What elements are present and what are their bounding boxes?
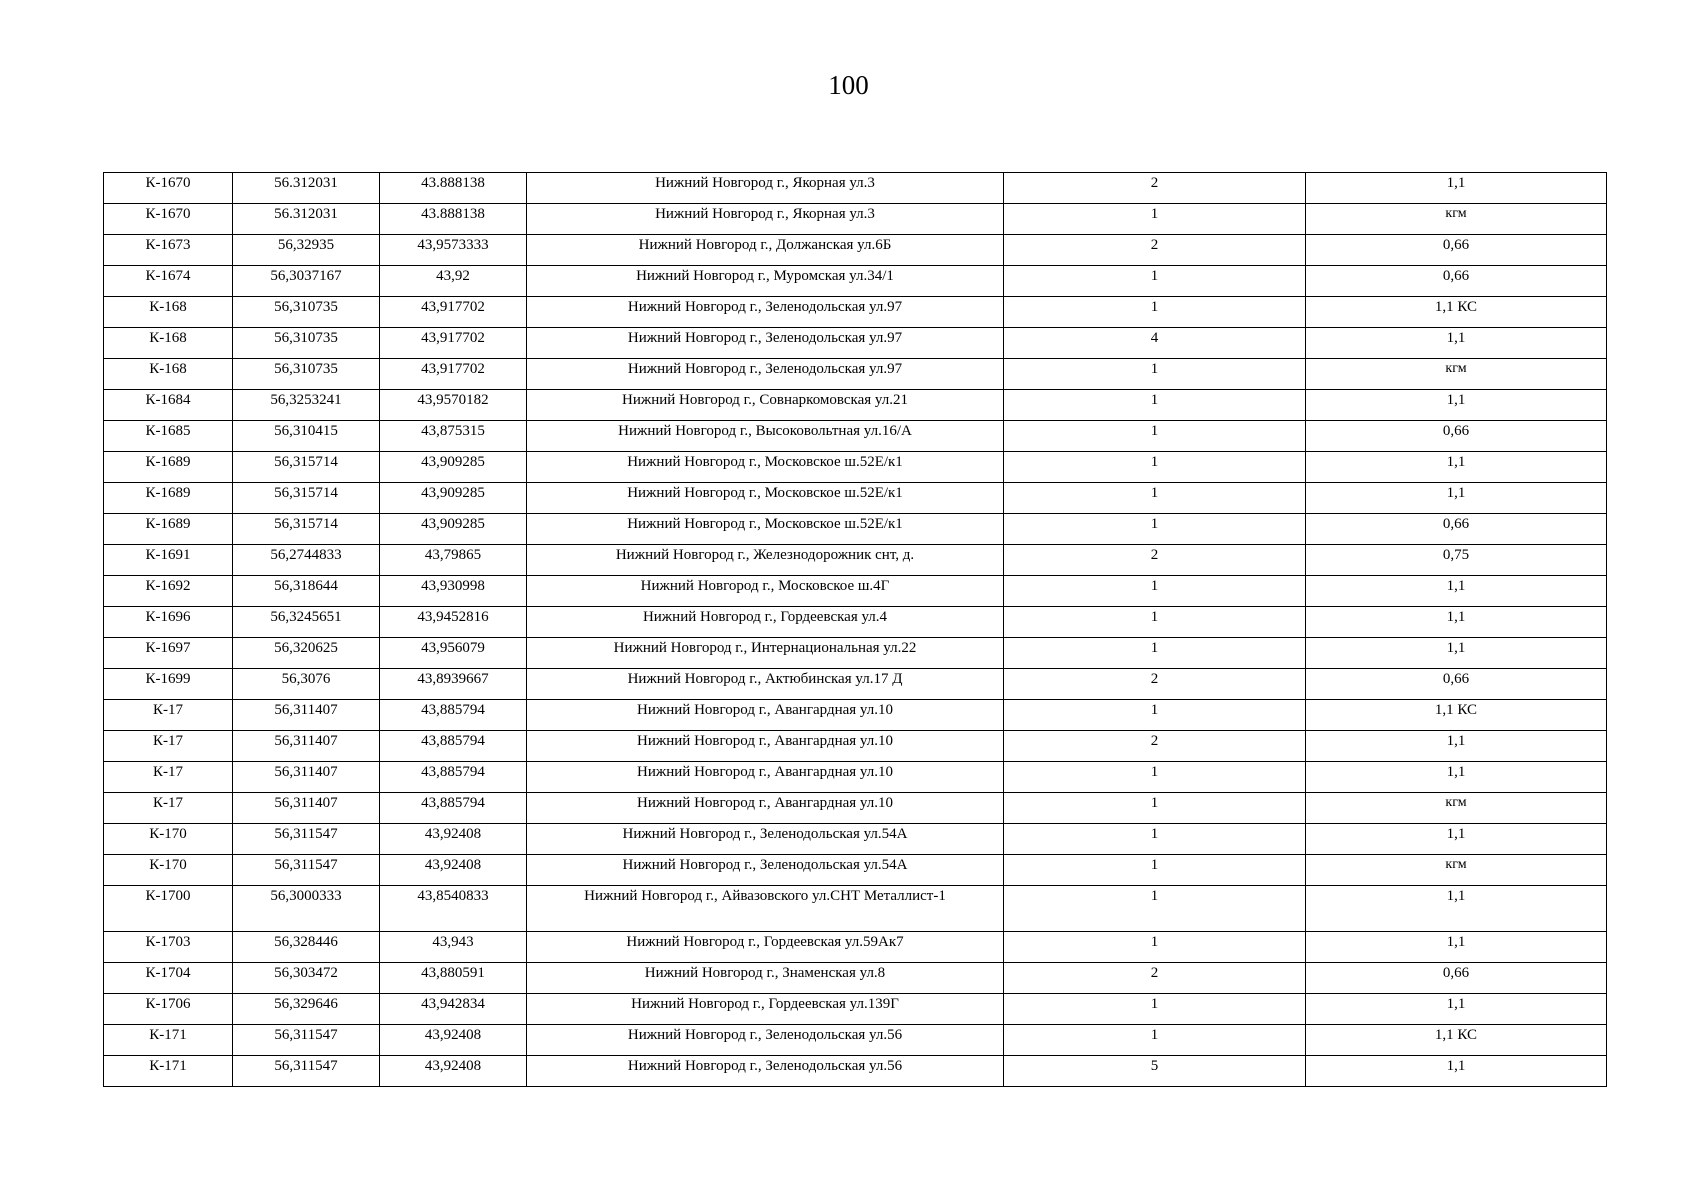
table-row	[104, 359, 1607, 390]
longitude-cell: 43.888138	[380, 173, 527, 204]
latitude-cell: 56,328446	[233, 932, 380, 963]
latitude-cell: 56.312031	[233, 173, 380, 204]
power-cell: кгм	[1306, 793, 1607, 824]
power-cell: 1,1	[1306, 390, 1607, 421]
object-id-cell: К-1703	[104, 932, 233, 963]
latitude-cell: 56,311407	[233, 762, 380, 793]
latitude-cell: 56,311407	[233, 793, 380, 824]
longitude-cell: 43,92408	[380, 824, 527, 855]
address-cell: Нижний Новгород г., Зеленодольская ул.54А	[527, 855, 1004, 886]
table-body	[104, 173, 1607, 1087]
quantity-cell: 1	[1004, 204, 1306, 235]
power-cell: кгм	[1306, 855, 1607, 886]
address-cell: Нижний Новгород г., Московское ш.52Е/к1	[527, 452, 1004, 483]
address-cell: Нижний Новгород г., Зеленодольская ул.97	[527, 359, 1004, 390]
address-cell: Нижний Новгород г., Зеленодольская ул.97	[527, 328, 1004, 359]
longitude-cell: 43,885794	[380, 762, 527, 793]
power-cell: 0,66	[1306, 514, 1607, 545]
longitude-cell: 43,909285	[380, 452, 527, 483]
address-cell: Нижний Новгород г., Авангардная ул.10	[527, 762, 1004, 793]
table-row	[104, 1025, 1607, 1056]
quantity-cell: 1	[1004, 514, 1306, 545]
table-row	[104, 762, 1607, 793]
address-cell: Нижний Новгород г., Зеленодольская ул.54А	[527, 824, 1004, 855]
address-cell: Нижний Новгород г., Железнодорожник снт, д.	[527, 545, 1004, 576]
quantity-cell: 5	[1004, 1056, 1306, 1087]
latitude-cell: 56,320625	[233, 638, 380, 669]
quantity-cell: 2	[1004, 731, 1306, 762]
longitude-cell: 43,917702	[380, 297, 527, 328]
longitude-cell: 43,79865	[380, 545, 527, 576]
longitude-cell: 43,917702	[380, 359, 527, 390]
longitude-cell: 43,942834	[380, 994, 527, 1025]
object-id-cell: К-1673	[104, 235, 233, 266]
object-id-cell: К-17	[104, 762, 233, 793]
latitude-cell: 56,3037167	[233, 266, 380, 297]
quantity-cell: 1	[1004, 390, 1306, 421]
power-cell: 0,75	[1306, 545, 1607, 576]
page-number: 100	[828, 70, 869, 100]
object-id-cell: К-1691	[104, 545, 233, 576]
latitude-cell: 56,311547	[233, 855, 380, 886]
object-id-cell: К-1700	[104, 886, 233, 932]
latitude-cell: 56,310735	[233, 328, 380, 359]
longitude-cell: 43,956079	[380, 638, 527, 669]
data-table	[103, 172, 1607, 1087]
latitude-cell: 56,311547	[233, 1025, 380, 1056]
address-cell: Нижний Новгород г., Зеленодольская ул.97	[527, 297, 1004, 328]
longitude-cell: 43,875315	[380, 421, 527, 452]
power-cell: 1,1	[1306, 328, 1607, 359]
power-cell: 1,1	[1306, 824, 1607, 855]
table-row	[104, 932, 1607, 963]
longitude-cell: 43,8939667	[380, 669, 527, 700]
address-cell: Нижний Новгород г., Московское ш.52Е/к1	[527, 514, 1004, 545]
object-id-cell: К-17	[104, 700, 233, 731]
object-id-cell: К-1697	[104, 638, 233, 669]
longitude-cell: 43,909285	[380, 483, 527, 514]
address-cell: Нижний Новгород г., Знаменская ул.8	[527, 963, 1004, 994]
latitude-cell: 56,3000333	[233, 886, 380, 932]
address-cell: Нижний Новгород г., Зеленодольская ул.56	[527, 1056, 1004, 1087]
quantity-cell: 1	[1004, 359, 1306, 390]
latitude-cell: 56.312031	[233, 204, 380, 235]
latitude-cell: 56,311547	[233, 1056, 380, 1087]
longitude-cell: 43,943	[380, 932, 527, 963]
latitude-cell: 56,303472	[233, 963, 380, 994]
power-cell: 1,1	[1306, 994, 1607, 1025]
object-id-cell: К-1704	[104, 963, 233, 994]
latitude-cell: 56,315714	[233, 483, 380, 514]
table-row	[104, 297, 1607, 328]
power-cell: 1,1	[1306, 173, 1607, 204]
table-row	[104, 545, 1607, 576]
address-cell: Нижний Новгород г., Совнаркомовская ул.21	[527, 390, 1004, 421]
power-cell: 1,1	[1306, 932, 1607, 963]
longitude-cell: 43,885794	[380, 793, 527, 824]
table-row	[104, 855, 1607, 886]
table-row	[104, 638, 1607, 669]
address-cell: Нижний Новгород г., Авангардная ул.10	[527, 700, 1004, 731]
longitude-cell: 43,930998	[380, 576, 527, 607]
latitude-cell: 56,3245651	[233, 607, 380, 638]
object-id-cell: К-1689	[104, 483, 233, 514]
object-id-cell: К-1692	[104, 576, 233, 607]
power-cell: 1,1 КС	[1306, 1025, 1607, 1056]
quantity-cell: 2	[1004, 235, 1306, 266]
table-row	[104, 266, 1607, 297]
quantity-cell: 2	[1004, 669, 1306, 700]
longitude-cell: 43,917702	[380, 328, 527, 359]
table-row	[104, 793, 1607, 824]
latitude-cell: 56,329646	[233, 994, 380, 1025]
power-cell: 1,1	[1306, 762, 1607, 793]
table-row	[104, 994, 1607, 1025]
object-id-cell: К-1706	[104, 994, 233, 1025]
table-row	[104, 824, 1607, 855]
address-cell: Нижний Новгород г., Гордеевская ул.59Ак7	[527, 932, 1004, 963]
longitude-cell: 43,880591	[380, 963, 527, 994]
object-id-cell: К-168	[104, 297, 233, 328]
object-id-cell: К-1674	[104, 266, 233, 297]
power-cell: 1,1	[1306, 452, 1607, 483]
quantity-cell: 1	[1004, 483, 1306, 514]
address-cell: Нижний Новгород г., Высоковольтная ул.16/А	[527, 421, 1004, 452]
object-id-cell: К-17	[104, 793, 233, 824]
address-cell: Нижний Новгород г., Гордеевская ул.4	[527, 607, 1004, 638]
quantity-cell: 1	[1004, 452, 1306, 483]
table-row	[104, 421, 1607, 452]
power-cell: 1,1	[1306, 1056, 1607, 1087]
address-cell: Нижний Новгород г., Якорная ул.3	[527, 173, 1004, 204]
latitude-cell: 56,311547	[233, 824, 380, 855]
address-cell: Нижний Новгород г., Должанская ул.6Б	[527, 235, 1004, 266]
power-cell: 1,1	[1306, 483, 1607, 514]
latitude-cell: 56,311407	[233, 731, 380, 762]
address-cell: Нижний Новгород г., Актюбинская ул.17 Д	[527, 669, 1004, 700]
quantity-cell: 1	[1004, 607, 1306, 638]
table-row	[104, 173, 1607, 204]
quantity-cell: 1	[1004, 932, 1306, 963]
power-cell: 0,66	[1306, 963, 1607, 994]
quantity-cell: 1	[1004, 994, 1306, 1025]
power-cell: кгм	[1306, 204, 1607, 235]
power-cell: 0,66	[1306, 421, 1607, 452]
object-id-cell: К-1684	[104, 390, 233, 421]
address-cell: Нижний Новгород г., Зеленодольская ул.56	[527, 1025, 1004, 1056]
quantity-cell: 4	[1004, 328, 1306, 359]
power-cell: 1,1	[1306, 576, 1607, 607]
table-row	[104, 700, 1607, 731]
table-row	[104, 235, 1607, 266]
table-row	[104, 514, 1607, 545]
latitude-cell: 56,315714	[233, 514, 380, 545]
object-id-cell: К-1689	[104, 452, 233, 483]
table-row	[104, 669, 1607, 700]
latitude-cell: 56,311407	[233, 700, 380, 731]
quantity-cell: 1	[1004, 855, 1306, 886]
latitude-cell: 56,310735	[233, 359, 380, 390]
object-id-cell: К-168	[104, 328, 233, 359]
latitude-cell: 56,310735	[233, 297, 380, 328]
longitude-cell: 43.888138	[380, 204, 527, 235]
quantity-cell: 1	[1004, 700, 1306, 731]
quantity-cell: 1	[1004, 1025, 1306, 1056]
quantity-cell: 1	[1004, 297, 1306, 328]
longitude-cell: 43,92	[380, 266, 527, 297]
longitude-cell: 43,9452816	[380, 607, 527, 638]
power-cell: кгм	[1306, 359, 1607, 390]
object-id-cell: К-1685	[104, 421, 233, 452]
power-cell: 1,1	[1306, 607, 1607, 638]
table-row	[104, 886, 1607, 932]
latitude-cell: 56,3076	[233, 669, 380, 700]
power-cell: 1,1	[1306, 638, 1607, 669]
table-row	[104, 607, 1607, 638]
address-cell: Нижний Новгород г., Айвазовского ул.СНТ Металлист-1	[527, 886, 1004, 932]
longitude-cell: 43,92408	[380, 1025, 527, 1056]
table-row	[104, 963, 1607, 994]
quantity-cell: 1	[1004, 421, 1306, 452]
latitude-cell: 56,2744833	[233, 545, 380, 576]
longitude-cell: 43,8540833	[380, 886, 527, 932]
object-id-cell: К-1689	[104, 514, 233, 545]
longitude-cell: 43,92408	[380, 855, 527, 886]
latitude-cell: 56,310415	[233, 421, 380, 452]
table-row	[104, 204, 1607, 235]
quantity-cell: 1	[1004, 762, 1306, 793]
object-id-cell: К-171	[104, 1056, 233, 1087]
address-cell: Нижний Новгород г., Муромская ул.34/1	[527, 266, 1004, 297]
longitude-cell: 43,9573333	[380, 235, 527, 266]
latitude-cell: 56,318644	[233, 576, 380, 607]
table-row	[104, 452, 1607, 483]
quantity-cell: 1	[1004, 793, 1306, 824]
power-cell: 0,66	[1306, 669, 1607, 700]
quantity-cell: 2	[1004, 963, 1306, 994]
address-cell: Нижний Новгород г., Московское ш.4Г	[527, 576, 1004, 607]
table-row	[104, 731, 1607, 762]
latitude-cell: 56,32935	[233, 235, 380, 266]
table-row	[104, 328, 1607, 359]
power-cell: 0,66	[1306, 266, 1607, 297]
object-id-cell: К-171	[104, 1025, 233, 1056]
quantity-cell: 1	[1004, 886, 1306, 932]
quantity-cell: 1	[1004, 824, 1306, 855]
quantity-cell: 2	[1004, 545, 1306, 576]
latitude-cell: 56,3253241	[233, 390, 380, 421]
object-id-cell: К-168	[104, 359, 233, 390]
power-cell: 0,66	[1306, 235, 1607, 266]
longitude-cell: 43,885794	[380, 731, 527, 762]
object-id-cell: К-170	[104, 824, 233, 855]
power-cell: 1,1	[1306, 886, 1607, 932]
quantity-cell: 1	[1004, 576, 1306, 607]
object-id-cell: К-1670	[104, 173, 233, 204]
table-row	[104, 483, 1607, 514]
power-cell: 1,1	[1306, 731, 1607, 762]
table-row	[104, 390, 1607, 421]
object-id-cell: К-17	[104, 731, 233, 762]
table-row	[104, 576, 1607, 607]
longitude-cell: 43,9570182	[380, 390, 527, 421]
address-cell: Нижний Новгород г., Авангардная ул.10	[527, 731, 1004, 762]
object-id-cell: К-1696	[104, 607, 233, 638]
longitude-cell: 43,885794	[380, 700, 527, 731]
object-id-cell: К-170	[104, 855, 233, 886]
address-cell: Нижний Новгород г., Гордеевская ул.139Г	[527, 994, 1004, 1025]
quantity-cell: 2	[1004, 173, 1306, 204]
latitude-cell: 56,315714	[233, 452, 380, 483]
table-row	[104, 1056, 1607, 1087]
quantity-cell: 1	[1004, 266, 1306, 297]
longitude-cell: 43,909285	[380, 514, 527, 545]
object-id-cell: К-1670	[104, 204, 233, 235]
address-cell: Нижний Новгород г., Якорная ул.3	[527, 204, 1004, 235]
longitude-cell: 43,92408	[380, 1056, 527, 1087]
quantity-cell: 1	[1004, 638, 1306, 669]
object-id-cell: К-1699	[104, 669, 233, 700]
address-cell: Нижний Новгород г., Интернациональная ул.22	[527, 638, 1004, 669]
address-cell: Нижний Новгород г., Авангардная ул.10	[527, 793, 1004, 824]
power-cell: 1,1 КС	[1306, 700, 1607, 731]
power-cell: 1,1 КС	[1306, 297, 1607, 328]
address-cell: Нижний Новгород г., Московское ш.52Е/к1	[527, 483, 1004, 514]
